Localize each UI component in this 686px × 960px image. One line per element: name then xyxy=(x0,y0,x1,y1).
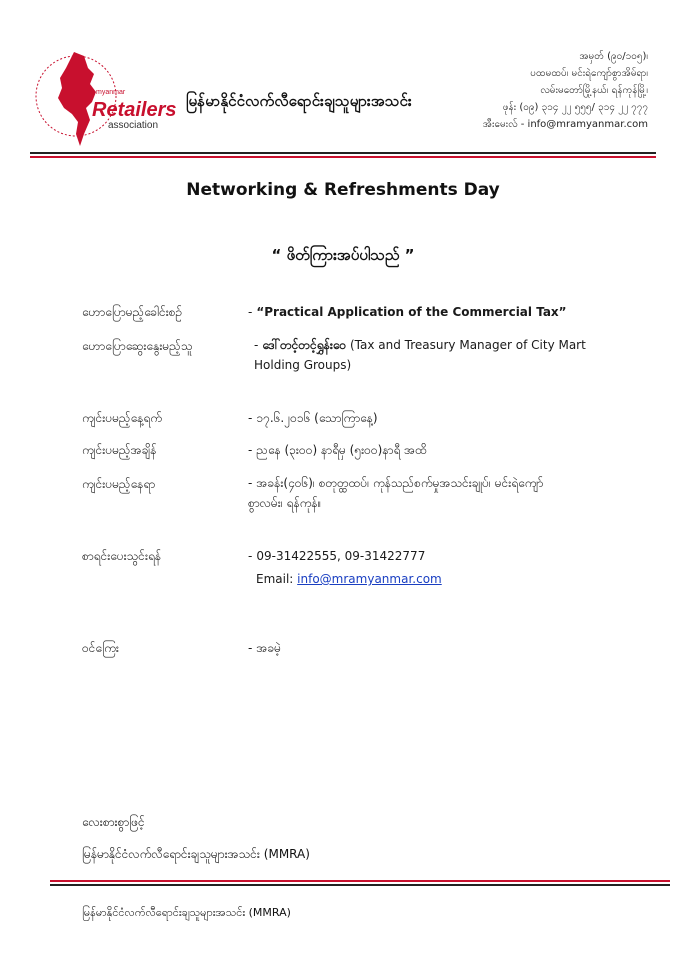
date-label: ကျင်းပမည့်နေ့ရက် xyxy=(82,411,163,425)
speaker-role: (Tax and Treasury Manager of City Mart Holding Groups) xyxy=(254,338,586,372)
speaker-name: ဒေါ်တင့်တင့်ရွှန်းဝေ xyxy=(262,338,347,352)
contact-line: လမ်းမတော်မြို့နယ်၊ ရန်ကုန်မြို့၊ xyxy=(540,85,648,96)
logo-text-top: myanmar xyxy=(96,89,126,96)
logo-text-main: Retailers xyxy=(92,99,177,121)
header-divider-black xyxy=(30,152,656,154)
contact-line: ဖုန်း (၀၉) ၃၁၄ ၂၂ ၅၅၅/ ၃၁၄ ၂၂ ၇၇၇ xyxy=(502,102,648,113)
document-page: myanmar Retailers association မြန်မာနိုင်ငံလက်လီရောင်းချသူများအသင်း အမှတ် (၉၀/၁၀၅)၊ ပထမထပ်၊ မင်းရဲကျော်စွာအိမ်ရာ၊ လမ်းမတော်မြို့နယ်၊ ရန်ကုန်မြို့၊ ဖုန်း (၀၉) ၃၁၄ ၂၂ ၅၅၅/ ၃၁၄ ၂၂ ၇၇၇ အီးမေးလ် - info@mramyanmar.com Networking & Refreshments Day “ ဖိတ်ကြားအပ်ပါသည် ” ဟောပြောမည့်ခေါင်းစဉ် - “Practical Application of the Commercial Tax” ဟောပြောဆွေးနွေးမည့်သူ - ဒေါ်တင့်တင့်ရွှန်းဝေ (Tax and Treasury Manager of City Mart Holding Groups) ကျင်းပမည့်နေ့ရက် - ၁၇.၆.၂၀၁၆ (သောကြာနေ့) ကျင်းပမည့်အချိန် - ညနေ (၃း၀၀) နာရီမှ (၅း၀၀)နာရီ အထိ ကျင်းပမည့်နေရာ - အခန်း(၄၀၆)၊ စတုတ္ထထပ်၊ ကုန်သည်စက်မှုအသင်းချုပ်၊ မင်းရဲကျော်စွာလမ်း၊ ရန်ကုန်။ စာရင်းပေးသွင်းရန် - 09-31422555, 09-31422777 Email: info@mramyanmar.com ဝင်ကြေး - အခမဲ့ လေးစားစွာဖြင့် မြန်မာနိုင်ငံလက်လီရောင်းချသူများအသင်း (MMRA) မြန်မာနိုင်ငံလက်လီရောင်းချသူများအသင်း (MMRA) xyxy=(0,0,686,960)
contact-line: အမှတ် (၉၀/၁၀၅)၊ xyxy=(579,51,648,62)
fee-value: အခမဲ့ xyxy=(256,641,281,655)
time-value: ညနေ (၃း၀၀) နာရီမှ (၅း၀၀)နာရီ အထိ xyxy=(256,443,427,457)
myanmar-map-logo-icon xyxy=(34,38,184,156)
registration-phones: 09-31422555, 09-31422777 xyxy=(256,549,426,563)
registration-label: စာရင်းပေးသွင်းရန် xyxy=(82,549,162,563)
fee-label: ဝင်ကြေး xyxy=(82,641,119,655)
respect-line: လေးစားစွာဖြင့် xyxy=(82,815,145,829)
email-link[interactable]: info@mramyanmar.com xyxy=(297,572,442,586)
footer-divider-red xyxy=(50,880,670,882)
signature-org-line: မြန်မာနိုင်ငံလက်လီရောင်းချသူများအသင်း (MMRA) xyxy=(82,847,310,861)
invitation-heading: “ ဖိတ်ကြားအပ်ပါသည် ” xyxy=(271,246,415,264)
header-divider-red xyxy=(30,156,656,158)
venue-value: အခန်း(၄၀၆)၊ စတုတ္ထထပ်၊ ကုန်သည်စက်မှုအသင်းချုပ်၊ မင်းရဲကျော်စွာလမ်း၊ ရန်ကုန်။ xyxy=(248,476,544,510)
org-name-heading: မြန်မာနိုင်ငံလက်လီရောင်းချသူများအသင်း xyxy=(186,92,412,110)
topic-value: “Practical Application of the Commercial Tax” xyxy=(256,305,567,319)
time-label: ကျင်းပမည့်အချိန် xyxy=(82,443,157,457)
contact-block xyxy=(388,48,648,133)
contact-line: ပထမထပ်၊ မင်းရဲကျော်စွာအိမ်ရာ၊ xyxy=(530,68,648,79)
footer-org-line: မြန်မာနိုင်ငံလက်လီရောင်းချသူများအသင်း (MMRA) xyxy=(82,906,291,919)
email-label: Email: xyxy=(256,572,294,586)
footer-divider-black xyxy=(50,884,670,886)
date-value: ၁၇.၆.၂၀၁၆ (သောကြာနေ့) xyxy=(256,411,378,425)
speaker-label: ဟောပြောဆွေးနွေးမည့်သူ xyxy=(82,339,193,353)
contact-line: အီးမေးလ် - info@mramyanmar.com xyxy=(482,119,648,130)
logo-text-sub: association xyxy=(108,120,159,131)
venue-label: ကျင်းပမည့်နေရာ xyxy=(82,477,156,491)
topic-label: ဟောပြောမည့်ခေါင်းစဉ် xyxy=(82,305,183,319)
mra-logo xyxy=(34,38,184,156)
email-line xyxy=(256,572,442,586)
event-title: Networking & Refreshments Day xyxy=(186,180,500,200)
